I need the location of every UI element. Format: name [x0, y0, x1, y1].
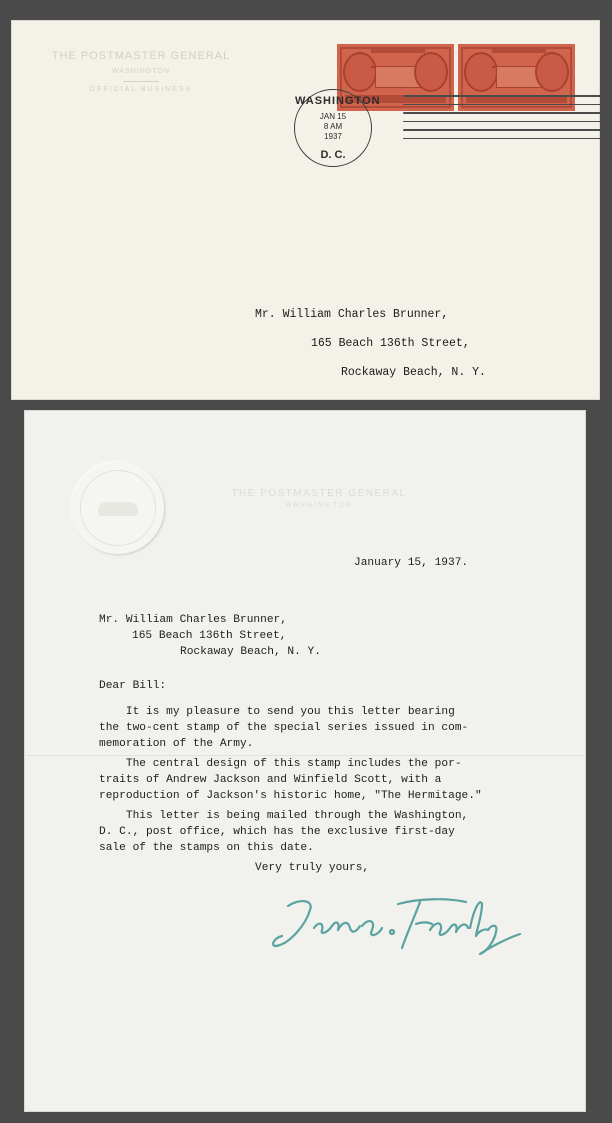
return-address-title: THE POSTMASTER GENERAL: [51, 50, 231, 62]
address-line: 165 Beach 136th Street,: [132, 630, 287, 642]
address-line: Mr. William Charles Brunner,: [99, 614, 287, 626]
paragraph: [99, 704, 468, 752]
letterhead: [194, 488, 444, 509]
paragraph-line: the two-cent stamp of the special series issued in com-: [99, 722, 469, 734]
cancellation-lines: [403, 95, 603, 146]
letterhead-title: THE POSTMASTER GENERAL: [231, 488, 407, 499]
official-business-label: OFFICIAL BUSINESS: [89, 86, 193, 93]
postmark-time-line: 8 AM: [323, 122, 343, 131]
address-line: Rockaway Beach, N. Y.: [341, 366, 486, 379]
address-line: Mr. William Charles Brunner,: [255, 308, 449, 321]
envelope-address: [255, 308, 486, 395]
envelope: [11, 20, 600, 400]
postmark-city: WASHINGTON: [295, 95, 381, 107]
paragraph-line: traits of Andrew Jackson and Winfield Scott, with a: [99, 774, 442, 786]
scott-portrait-icon: [414, 52, 448, 92]
paragraph-line: reproduction of Jackson's historic home, "The Hermitage.": [99, 790, 482, 802]
embossed-seal-icon: [72, 462, 164, 554]
paragraph: [99, 808, 468, 856]
address-line: 165 Beach 136th Street,: [311, 337, 470, 350]
letter: [24, 410, 586, 1112]
paragraph: [99, 756, 482, 804]
postmark-date: [295, 112, 371, 142]
letterhead-subtitle: WASHINGTON: [285, 502, 353, 509]
salutation: Dear Bill:: [99, 680, 167, 692]
return-address-rule: [123, 81, 159, 82]
closing: Very truly yours,: [255, 862, 370, 874]
postmark: [294, 89, 381, 167]
paragraph-line: memoration of the Army.: [99, 738, 254, 750]
address-line: Rockaway Beach, N. Y.: [180, 646, 321, 658]
scott-portrait-icon: [535, 52, 569, 92]
paragraph-line: The central design of this stamp includes the por-: [99, 758, 462, 770]
paragraph-line: This letter is being mailed through the Washington,: [99, 810, 469, 822]
return-address: [31, 50, 251, 93]
signature-icon: [270, 888, 526, 968]
postmark-date-line: JAN 15: [319, 112, 347, 121]
inside-address: [99, 612, 321, 660]
letter-date: January 15, 1937.: [354, 557, 469, 569]
postmark-year: 1937: [324, 132, 342, 141]
paragraph-line: D. C., post office, which has the exclusive first-day: [99, 826, 455, 838]
paragraph-line: It is my pleasure to send you this letter bearing: [99, 706, 455, 718]
return-address-city: WASHINGTON: [112, 68, 170, 75]
paragraph-line: sale of the stamps on this date.: [99, 842, 314, 854]
postmark-state: D. C.: [320, 149, 346, 161]
